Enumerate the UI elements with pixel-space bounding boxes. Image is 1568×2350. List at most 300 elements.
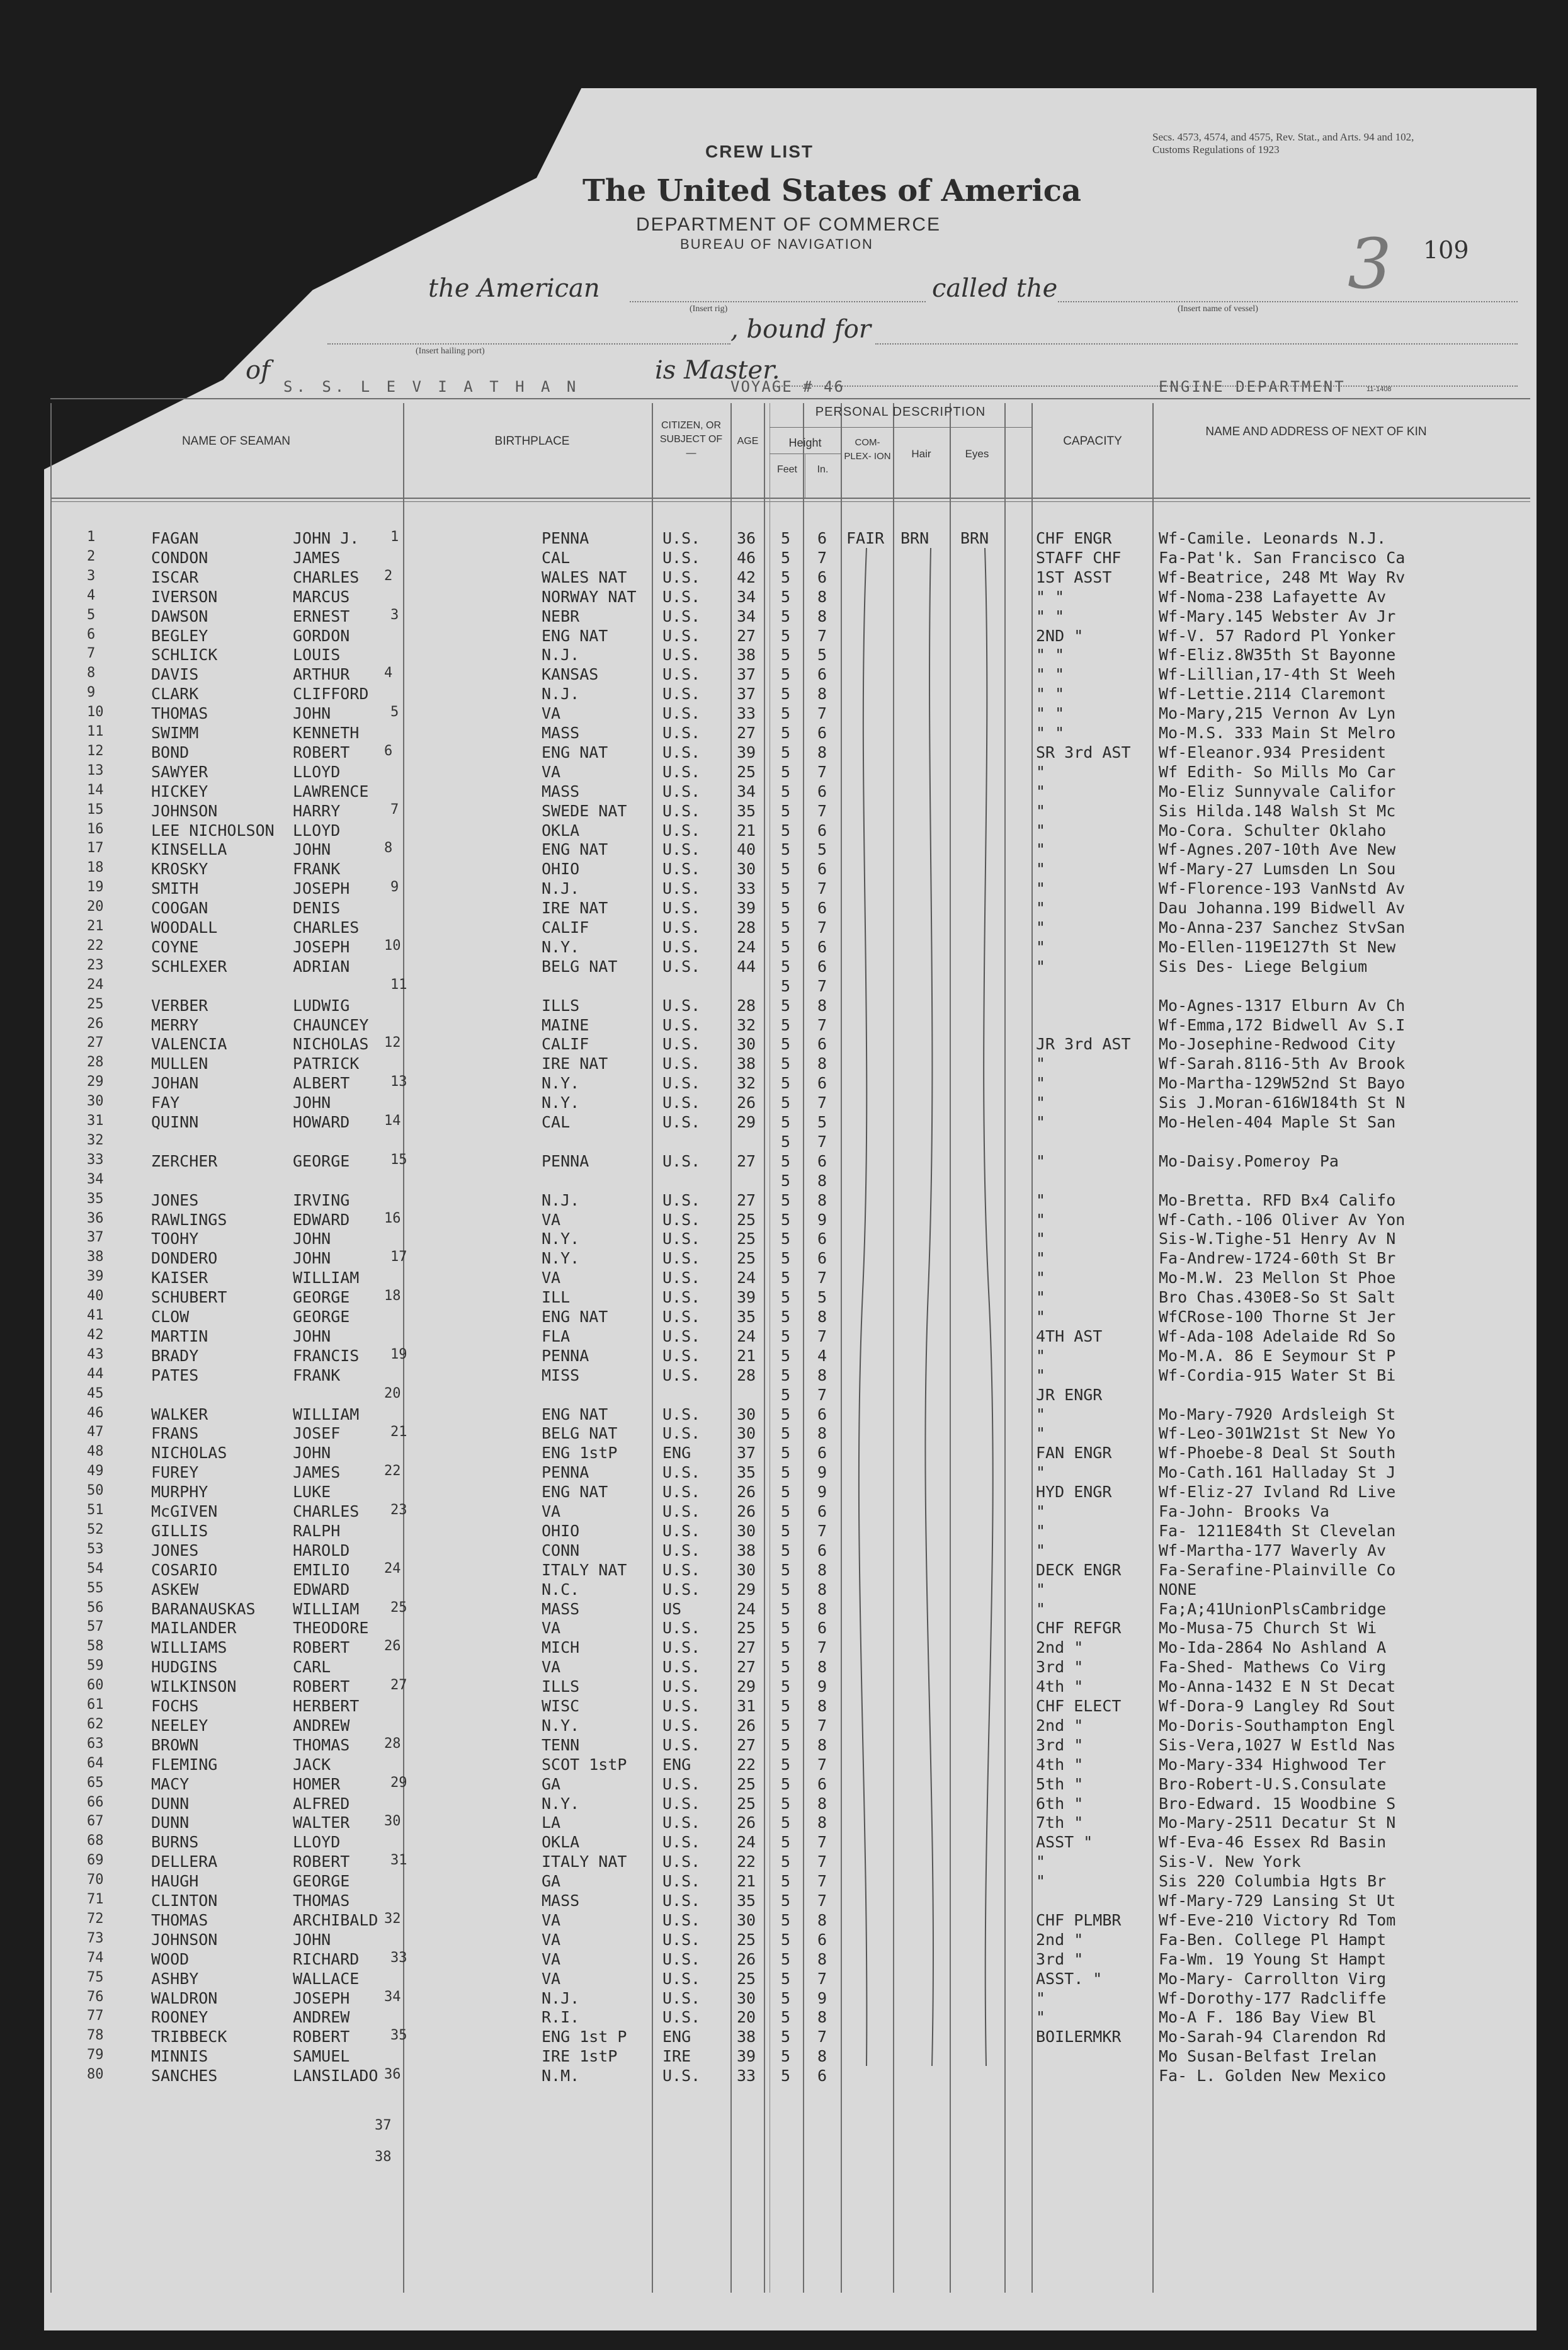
age: 25	[737, 1969, 756, 1988]
birthplace: MISS	[542, 1366, 580, 1384]
height-feet: 5	[781, 1735, 791, 1754]
age: 35	[737, 1891, 756, 1910]
height-feet: 5	[781, 2008, 791, 2027]
age: 21	[737, 1346, 756, 1365]
row-number: 55	[87, 1580, 104, 1596]
height-feet: 5	[781, 1093, 791, 1112]
next-of-kin: Fa- L. Golden New Mexico	[1159, 2067, 1387, 2085]
seaman-given-name: LLOYD	[293, 1833, 341, 1852]
age: 27	[737, 724, 756, 742]
citizenship: U.S.	[662, 1074, 701, 1093]
birthplace: VA	[542, 762, 561, 781]
capacity: "	[1036, 937, 1046, 956]
age: 27	[737, 626, 756, 645]
birthplace: OKLA	[542, 821, 580, 840]
citizenship: U.S.	[662, 1872, 701, 1891]
seaman-given-name: KENNETH	[293, 724, 360, 742]
seaman-surname: McGIVEN	[151, 1502, 218, 1520]
seaman-given-name: GEORGE	[293, 1151, 350, 1170]
header-hair: Hair	[911, 448, 931, 460]
birthplace: WALES NAT	[542, 568, 627, 586]
next-of-kin: Mo-Daisy.Pomeroy Pa	[1159, 1151, 1339, 1170]
row-number: 70	[87, 1872, 104, 1888]
row-number: 73	[87, 1930, 104, 1946]
seaman-surname: BROWN	[151, 1735, 199, 1754]
citizenship: U.S.	[662, 1658, 701, 1677]
seaman-given-name: THOMAS	[293, 1735, 350, 1754]
capacity: "	[1036, 1580, 1046, 1599]
capacity: "	[1036, 1074, 1046, 1093]
row-number: 80	[87, 2067, 104, 2083]
bureau-heading: BUREAU OF NAVIGATION	[680, 236, 873, 252]
height-feet: 5	[781, 1638, 791, 1657]
citizenship: U.S.	[662, 665, 701, 684]
age: 27	[737, 1190, 756, 1209]
age: 30	[737, 1405, 756, 1423]
height-inches: 9	[817, 1483, 827, 1502]
seaman-surname: HUDGINS	[151, 1658, 218, 1677]
seaman-given-name: JOHN J.	[293, 529, 360, 547]
height-feet: 5	[781, 1541, 791, 1560]
seaman-given-name: DENIS	[293, 899, 341, 918]
citizenship: U.S.	[662, 1774, 701, 1793]
citizenship: US	[662, 1599, 682, 1618]
height-feet: 5	[781, 1988, 791, 2007]
age: 34	[737, 607, 756, 625]
age: 37	[737, 665, 756, 684]
capacity: "	[1036, 1346, 1046, 1365]
serial-number: 12	[384, 1035, 401, 1051]
seaman-surname: KINSELLA	[151, 840, 227, 859]
serial-number: 6	[384, 743, 393, 759]
country-heading: The United States of America	[582, 173, 1082, 208]
age: 29	[737, 1113, 756, 1131]
seaman-given-name: ROBERT	[293, 743, 350, 761]
serial-number: 35	[390, 2028, 407, 2044]
row-number: 40	[87, 1288, 104, 1304]
height-feet: 5	[781, 1677, 791, 1696]
age: 24	[737, 1599, 756, 1618]
next-of-kin: Mo-Doris-Southampton Engl	[1159, 1716, 1396, 1735]
citizenship: U.S.	[662, 1269, 701, 1287]
birthplace: N.J.	[542, 646, 580, 665]
age: 30	[737, 1560, 756, 1579]
birthplace: ENG 1stP	[542, 1444, 618, 1463]
citizenship: U.S.	[662, 1697, 701, 1715]
birthplace: ENG 1st P	[542, 2028, 627, 2046]
capacity: " "	[1036, 607, 1065, 625]
row-number: 7	[87, 646, 96, 662]
height-inches: 8	[817, 1735, 827, 1754]
age: 25	[737, 1774, 756, 1793]
row-number: 65	[87, 1774, 104, 1791]
next-of-kin: Mo-Mary-7920 Ardsleigh St	[1159, 1405, 1396, 1423]
statute-reference: Secs. 4573, 4574, and 4575, Rev. Stat., and Arts. 94 and 102, Customs Regulations of 1923	[1152, 131, 1414, 156]
age: 39	[737, 899, 756, 918]
height-inches: 6	[817, 782, 827, 801]
row-number: 50	[87, 1483, 104, 1499]
row-number: 64	[87, 1755, 104, 1771]
capacity: 4th "	[1036, 1755, 1084, 1774]
row-number: 72	[87, 1910, 104, 1927]
age: 30	[737, 1988, 756, 2007]
height-feet: 5	[781, 1521, 791, 1540]
serial-number: 10	[384, 937, 401, 954]
next-of-kin: Fa-John- Brooks Va	[1159, 1502, 1329, 1520]
seaman-surname: SMITH	[151, 879, 199, 898]
height-feet: 5	[781, 1580, 791, 1599]
capacity: "	[1036, 1113, 1046, 1131]
next-of-kin: Wf-Sarah.8116-5th Av Brook	[1159, 1054, 1406, 1073]
capacity: "	[1036, 1229, 1046, 1248]
row-number: 46	[87, 1405, 104, 1421]
citizenship: U.S.	[662, 1677, 701, 1696]
row-number: 67	[87, 1813, 104, 1830]
height-inches: 7	[817, 1015, 827, 1034]
next-of-kin: Mo-Agnes-1317 Elburn Av Ch	[1159, 996, 1406, 1015]
seaman-given-name: RICHARD	[293, 1949, 360, 1968]
row-number: 13	[87, 762, 104, 779]
capacity: " "	[1036, 665, 1065, 684]
height-inches: 7	[817, 1969, 827, 1988]
citizenship: U.S.	[662, 1210, 701, 1229]
row-number: 52	[87, 1521, 104, 1537]
height-feet: 5	[781, 587, 791, 606]
citizenship: U.S.	[662, 840, 701, 859]
height-inches: 6	[817, 665, 827, 684]
seaman-surname: ROONEY	[151, 2008, 208, 2027]
height-feet: 5	[781, 1346, 791, 1365]
dotted-line-rig	[630, 301, 926, 302]
height-inches: 7	[817, 1833, 827, 1852]
height-inches: 7	[817, 801, 827, 820]
row-number: 68	[87, 1833, 104, 1849]
height-inches: 7	[817, 704, 827, 723]
height-inches: 7	[817, 918, 827, 937]
citizenship: U.S.	[662, 548, 701, 567]
line1-called-the: called the	[932, 274, 1058, 303]
citizenship: U.S.	[662, 801, 701, 820]
line3-master: is Master.	[655, 356, 780, 385]
age: 44	[737, 957, 756, 976]
birthplace: FLA	[542, 1326, 571, 1345]
citizenship: U.S.	[662, 1229, 701, 1248]
height-feet: 5	[781, 918, 791, 937]
height-inches: 7	[817, 976, 827, 995]
birthplace: MAINE	[542, 1015, 589, 1034]
serial-number: 22	[384, 1463, 401, 1480]
citizenship: U.S.	[662, 1716, 701, 1735]
height-inches: 6	[817, 1930, 827, 1949]
height-inches: 7	[817, 2028, 827, 2046]
col-divider	[803, 403, 804, 2293]
next-of-kin: Bro-Edward. 15 Woodbine S	[1159, 1794, 1396, 1813]
row-number: 20	[87, 899, 104, 915]
next-of-kin: Mo-Mary-2511 Decatur St N	[1159, 1813, 1396, 1832]
seaman-given-name: EDWARD	[293, 1580, 350, 1599]
serial-number: 26	[384, 1638, 401, 1655]
header-next-of-kin: NAME AND ADDRESS OF NEXT OF KIN	[1205, 425, 1427, 438]
age: 27	[737, 1151, 756, 1170]
birthplace: VA	[542, 1619, 561, 1638]
caption-rig: (Insert rig)	[690, 304, 728, 314]
seaman-surname: NICHOLAS	[151, 1444, 227, 1463]
height-feet: 5	[781, 801, 791, 820]
capacity: "	[1036, 1424, 1046, 1443]
citizenship: U.S.	[662, 782, 701, 801]
citizenship: U.S.	[662, 1015, 701, 1034]
seaman-surname: FOCHS	[151, 1697, 199, 1715]
height-feet: 5	[781, 762, 791, 781]
citizenship: U.S.	[662, 1833, 701, 1852]
serial-number: 31	[390, 1852, 407, 1869]
next-of-kin: Fa- 1211E84th St Clevelan	[1159, 1521, 1396, 1540]
height-feet: 5	[781, 899, 791, 918]
birthplace: ENG NAT	[542, 743, 608, 761]
citizenship: U.S.	[662, 1580, 701, 1599]
row-number: 54	[87, 1560, 104, 1577]
capacity: "	[1036, 1521, 1046, 1540]
birthplace: N.Y.	[542, 1716, 580, 1735]
row-number: 25	[87, 996, 104, 1012]
age: 28	[737, 918, 756, 937]
birthplace: OHIO	[542, 860, 580, 879]
seaman-given-name: GEORGE	[293, 1872, 350, 1891]
dotted-line-vessel	[1058, 301, 1518, 302]
height-inches: 8	[817, 2008, 827, 2027]
capacity: ASST "	[1036, 1833, 1093, 1852]
capacity: ASST. "	[1036, 1969, 1103, 1988]
eyes: BRN	[960, 529, 989, 547]
next-of-kin: Wf-Noma-238 Lafayette Av	[1159, 587, 1387, 606]
serial-number: 34	[384, 1988, 401, 2005]
serial-number: 19	[390, 1346, 407, 1362]
height-inches: 9	[817, 1988, 827, 2007]
seaman-given-name: JOHN	[293, 1249, 331, 1268]
header-height: Height	[788, 436, 822, 449]
height-feet: 5	[781, 1852, 791, 1871]
height-inches: 8	[817, 2047, 827, 2066]
capacity: "	[1036, 1988, 1046, 2007]
serial-number: 38	[375, 2149, 392, 2165]
birthplace: TENN	[542, 1735, 580, 1754]
ship-name-typed: S. S. L E V I A T H A N	[283, 378, 580, 396]
height-feet: 5	[781, 1794, 791, 1813]
row-number: 6	[87, 626, 96, 642]
age: 39	[737, 1288, 756, 1307]
seaman-surname: SCHLEXER	[151, 957, 227, 976]
birthplace: VA	[542, 1658, 561, 1677]
seaman-surname: CLARK	[151, 685, 199, 704]
next-of-kin: Mo-Cora. Schulter Oklaho	[1159, 821, 1387, 840]
row-number: 36	[87, 1210, 104, 1226]
seaman-surname: COOGAN	[151, 899, 208, 918]
birthplace: ENG NAT	[542, 1405, 608, 1423]
height-feet: 5	[781, 1463, 791, 1482]
height-feet: 5	[781, 2047, 791, 2066]
citizenship: U.S.	[662, 1424, 701, 1443]
row-number: 77	[87, 2008, 104, 2024]
age: 25	[737, 1229, 756, 1248]
citizenship: U.S.	[662, 1930, 701, 1949]
age: 24	[737, 937, 756, 956]
next-of-kin: Mo-Mary,215 Vernon Av Lyn	[1159, 704, 1396, 723]
next-of-kin: Mo-M.W. 23 Mellon St Phoe	[1159, 1269, 1396, 1287]
citizenship: U.S.	[662, 1308, 701, 1326]
row-number: 74	[87, 1949, 104, 1966]
seaman-given-name: THEODORE	[293, 1619, 369, 1638]
age: 30	[737, 1035, 756, 1054]
next-of-kin: Wf-V. 57 Radord Pl Yonker	[1159, 626, 1396, 645]
next-of-kin: NONE	[1159, 1580, 1197, 1599]
birthplace: VA	[542, 1502, 561, 1520]
height-feet: 5	[781, 1697, 791, 1715]
header-capacity: CAPACITY	[1063, 435, 1122, 448]
height-inches: 8	[817, 996, 827, 1015]
height-feet: 5	[781, 607, 791, 625]
capacity: "	[1036, 2008, 1046, 2027]
complexion: FAIR	[846, 529, 885, 547]
height-feet: 5	[781, 1833, 791, 1852]
height-inches: 6	[817, 568, 827, 586]
birthplace: CAL	[542, 1113, 571, 1131]
seaman-given-name: JOHN	[293, 1093, 331, 1112]
header-birthplace: BIRTHPLACE	[494, 435, 570, 448]
seaman-given-name: CARL	[293, 1658, 331, 1677]
next-of-kin: Wf-Eliz-27 Ivland Rd Live	[1159, 1483, 1396, 1502]
citizenship: ENG	[662, 2028, 691, 2046]
height-inches: 8	[817, 1424, 827, 1443]
capacity: FAN ENGR	[1036, 1444, 1112, 1463]
next-of-kin: Sis Des- Liege Belgium	[1159, 957, 1368, 976]
seaman-surname: BOND	[151, 743, 190, 761]
birthplace: PENNA	[542, 1463, 589, 1482]
birthplace: ENG NAT	[542, 1483, 608, 1502]
capacity: 3rd "	[1036, 1949, 1084, 1968]
serial-number: 36	[384, 2067, 401, 2083]
next-of-kin: Sis J.Moran-616W184th St N	[1159, 1093, 1406, 1112]
height-feet: 5	[781, 1054, 791, 1073]
citizenship: U.S.	[662, 1249, 701, 1268]
seaman-given-name: ANDREW	[293, 1716, 350, 1735]
birthplace: R.I.	[542, 2008, 580, 2027]
seaman-surname: WALDRON	[151, 1988, 218, 2007]
next-of-kin: Mo-Mary-334 Highwood Ter	[1159, 1755, 1387, 1774]
seaman-given-name: JOSEF	[293, 1424, 341, 1443]
next-of-kin: Sis 220 Columbia Hgts Br	[1159, 1872, 1387, 1891]
capacity: 2nd "	[1036, 1716, 1084, 1735]
height-inches: 7	[817, 626, 827, 645]
capacity: "	[1036, 957, 1046, 976]
age: 30	[737, 1521, 756, 1540]
row-number: 19	[87, 879, 104, 896]
age: 25	[737, 1249, 756, 1268]
birthplace: N.Y.	[542, 1093, 580, 1112]
age: 26	[737, 1949, 756, 1968]
age: 31	[737, 1697, 756, 1715]
department-typed: ENGINE DEPARTMENT	[1159, 378, 1346, 396]
col-divider	[764, 403, 765, 2293]
height-feet: 5	[781, 2067, 791, 2085]
seaman-surname: DAVIS	[151, 665, 199, 684]
serial-number: 18	[384, 1288, 401, 1304]
next-of-kin: WfCRose-100 Thorne St Jer	[1159, 1308, 1396, 1326]
birthplace: VA	[542, 1930, 561, 1949]
serial-number: 20	[384, 1385, 401, 1401]
serial-number: 21	[390, 1424, 407, 1440]
citizenship: ENG	[662, 1444, 691, 1463]
capacity: "	[1036, 1190, 1046, 1209]
serial-number: 5	[390, 704, 399, 721]
serial-number: 16	[384, 1210, 401, 1226]
capacity: "	[1036, 860, 1046, 879]
next-of-kin: Wf-Dorothy-177 Radcliffe	[1159, 1988, 1387, 2007]
next-of-kin: Wf-Agnes.207-10th Ave New	[1159, 840, 1396, 859]
height-feet: 5	[781, 1891, 791, 1910]
citizenship: U.S.	[662, 1619, 701, 1638]
height-feet: 5	[781, 1288, 791, 1307]
seaman-given-name: LUDWIG	[293, 996, 350, 1015]
capacity: "	[1036, 1249, 1046, 1268]
seaman-surname: NEELEY	[151, 1716, 208, 1735]
next-of-kin: Mo-Cath.161 Halladay St J	[1159, 1463, 1396, 1482]
next-of-kin: Wf-Dora-9 Langley Rd Sout	[1159, 1697, 1396, 1715]
height-inches: 8	[817, 1910, 827, 1929]
birthplace: VA	[542, 1949, 561, 1968]
row-number: 22	[87, 937, 104, 954]
height-inches: 6	[817, 1249, 827, 1268]
next-of-kin: Wf-Martha-177 Waverly Av	[1159, 1541, 1387, 1560]
citizenship: U.S.	[662, 860, 701, 879]
seaman-given-name: LAWRENCE	[293, 782, 369, 801]
header-inches: In.	[817, 464, 829, 475]
serial-number: 30	[384, 1813, 401, 1830]
age: 26	[737, 1813, 756, 1832]
birthplace: VA	[542, 1210, 561, 1229]
voyage-number: VOYAGE # 46	[730, 378, 844, 396]
height-feet: 5	[781, 1171, 791, 1190]
seaman-surname: MERRY	[151, 1015, 199, 1034]
seaman-surname: BARANAUSKAS	[151, 1599, 256, 1618]
height-inches: 7	[817, 1638, 827, 1657]
citizenship: U.S.	[662, 1560, 701, 1579]
seaman-given-name: CHARLES	[293, 1502, 360, 1520]
ditto-lines	[844, 535, 1033, 2110]
height-feet: 5	[781, 1424, 791, 1443]
height-feet: 5	[781, 976, 791, 995]
next-of-kin: Sis Hilda.148 Walsh St Mc	[1159, 801, 1396, 820]
citizenship: U.S.	[662, 1735, 701, 1754]
age: 26	[737, 1483, 756, 1502]
seaman-given-name: ARCHIBALD	[293, 1910, 378, 1929]
next-of-kin: Wf-Eliz.8W35th St Bayonne	[1159, 646, 1396, 665]
seaman-surname: HAUGH	[151, 1872, 199, 1891]
next-of-kin: Mo-Anna-237 Sanchez StvSan	[1159, 918, 1406, 937]
birthplace: IRE 1stP	[542, 2047, 618, 2066]
seaman-given-name: FRANK	[293, 860, 341, 879]
height-feet: 5	[781, 937, 791, 956]
seaman-surname: COSARIO	[151, 1560, 218, 1579]
seaman-given-name: WILLIAM	[293, 1599, 360, 1618]
age: 38	[737, 1541, 756, 1560]
next-of-kin: Wf-Florence-193 VanNstd Av	[1159, 879, 1406, 898]
serial-number: 23	[390, 1502, 407, 1518]
birthplace: N.Y.	[542, 1229, 580, 1248]
height-inches: 8	[817, 1366, 827, 1384]
line3-of: of	[246, 356, 270, 385]
birthplace: IRE NAT	[542, 1054, 608, 1073]
birthplace: OHIO	[542, 1521, 580, 1540]
